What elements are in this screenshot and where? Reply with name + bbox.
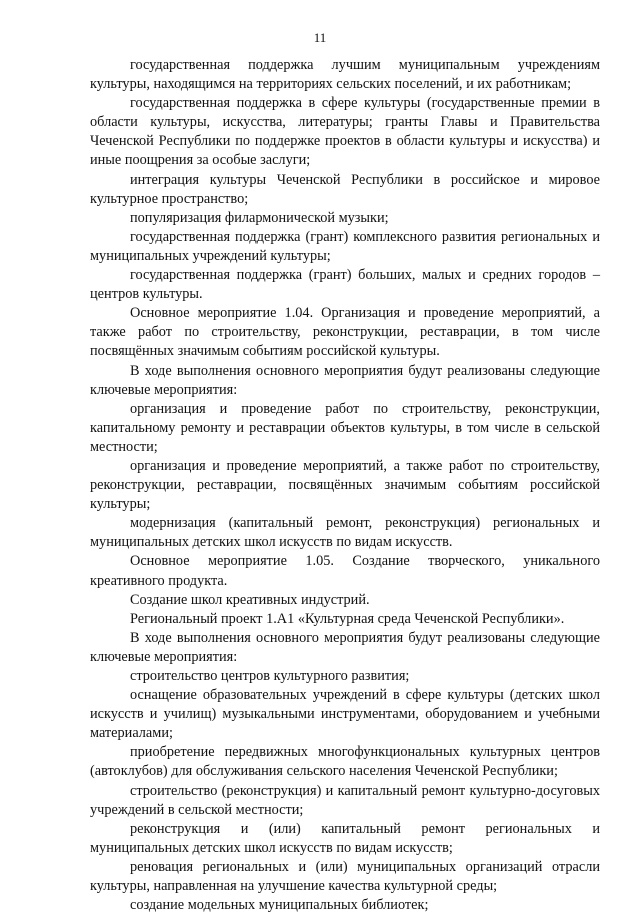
body-text: [90, 56, 600, 915]
paragraph: реновация региональных и (или) муниципальных организаций отрасли культуры, направленная на улучшение качества культурной среды;: [90, 858, 600, 895]
paragraph: приобретение передвижных многофункциональных культурных центров (автоклубов) для обслуживания сельского населения Чеченской Республики;: [90, 744, 600, 780]
paragraph: интеграция культуры Чеченской Республики в российское и мировое культурное пространство;: [90, 171, 600, 207]
paragraph: организация и проведение мероприятий, а также работ по строительству, реконструкции, реставрации, посвящённых значимым событиям российской культуры;: [90, 457, 600, 513]
paragraph: организация и проведение работ по строительству, реконструкции, капитальному ремонту и реставрации объектов культуры, в том числе в сельской местности;: [90, 400, 600, 455]
paragraph: оснащение образовательных учреждений в сфере культуры (детских школ искусств и училищ) музыкальными инструментами, оборудованием и учебными материалами;: [90, 687, 600, 742]
paragraph: государственная поддержка в сфере культуры (государственные премии в области культуры, искусства, литературы; гранты Главы и Правительства Чеченской Республики по поддержке проектов в области культуры и искусства) и иные поощрения за особые заслуги;: [90, 95, 600, 169]
paragraph: государственная поддержка (грант) больших, малых и средних городов – центров культуры.: [90, 267, 600, 303]
paragraph: государственная поддержка лучшим муниципальным учреждениям культуры, находящимся на территориях сельских поселений, и их работникам;: [90, 57, 600, 93]
paragraph: В ходе выполнения основного мероприятия будут реализованы следующие ключевые мероприятия:: [90, 629, 600, 665]
paragraph: Основное мероприятие 1.05. Создание творческого, уникального креативного продукта.: [90, 553, 600, 589]
paragraph: строительство (реконструкция) и капитальный ремонт культурно-досуговых учреждений в сельской местности;: [90, 782, 600, 818]
paragraph: реконструкция и (или) капитальный ремонт региональных и муниципальных детских школ искусств по видам искусств;: [90, 820, 600, 856]
paragraph: Основное мероприятие 1.04. Организация и проведение мероприятий, а также работ по строительству, реконструкции, реставрации, в том числе посвящённых значимым событиям российской культуры.: [90, 305, 600, 360]
paragraph: государственная поддержка (грант) комплексного развития региональных и муниципальных учреждений культуры;: [90, 228, 600, 264]
page-number: 11: [313, 30, 327, 45]
paragraph: модернизация (капитальный ремонт, реконструкция) региональных и муниципальных детских школ искусств по видам искусств.: [90, 515, 600, 551]
paragraph: В ходе выполнения основного мероприятия будут реализованы следующие ключевые мероприятия:: [90, 362, 600, 398]
paragraph: строительство центров культурного развития;: [130, 668, 410, 684]
paragraph: популяризация филармонической музыки;: [130, 209, 389, 226]
paragraph: создание модельных муниципальных библиотек;: [130, 897, 429, 914]
paragraph: Создание школ креативных индустрий.: [130, 591, 370, 608]
paragraph: Региональный проект 1.А1 «Культурная среда Чеченской Республики».: [130, 610, 565, 627]
